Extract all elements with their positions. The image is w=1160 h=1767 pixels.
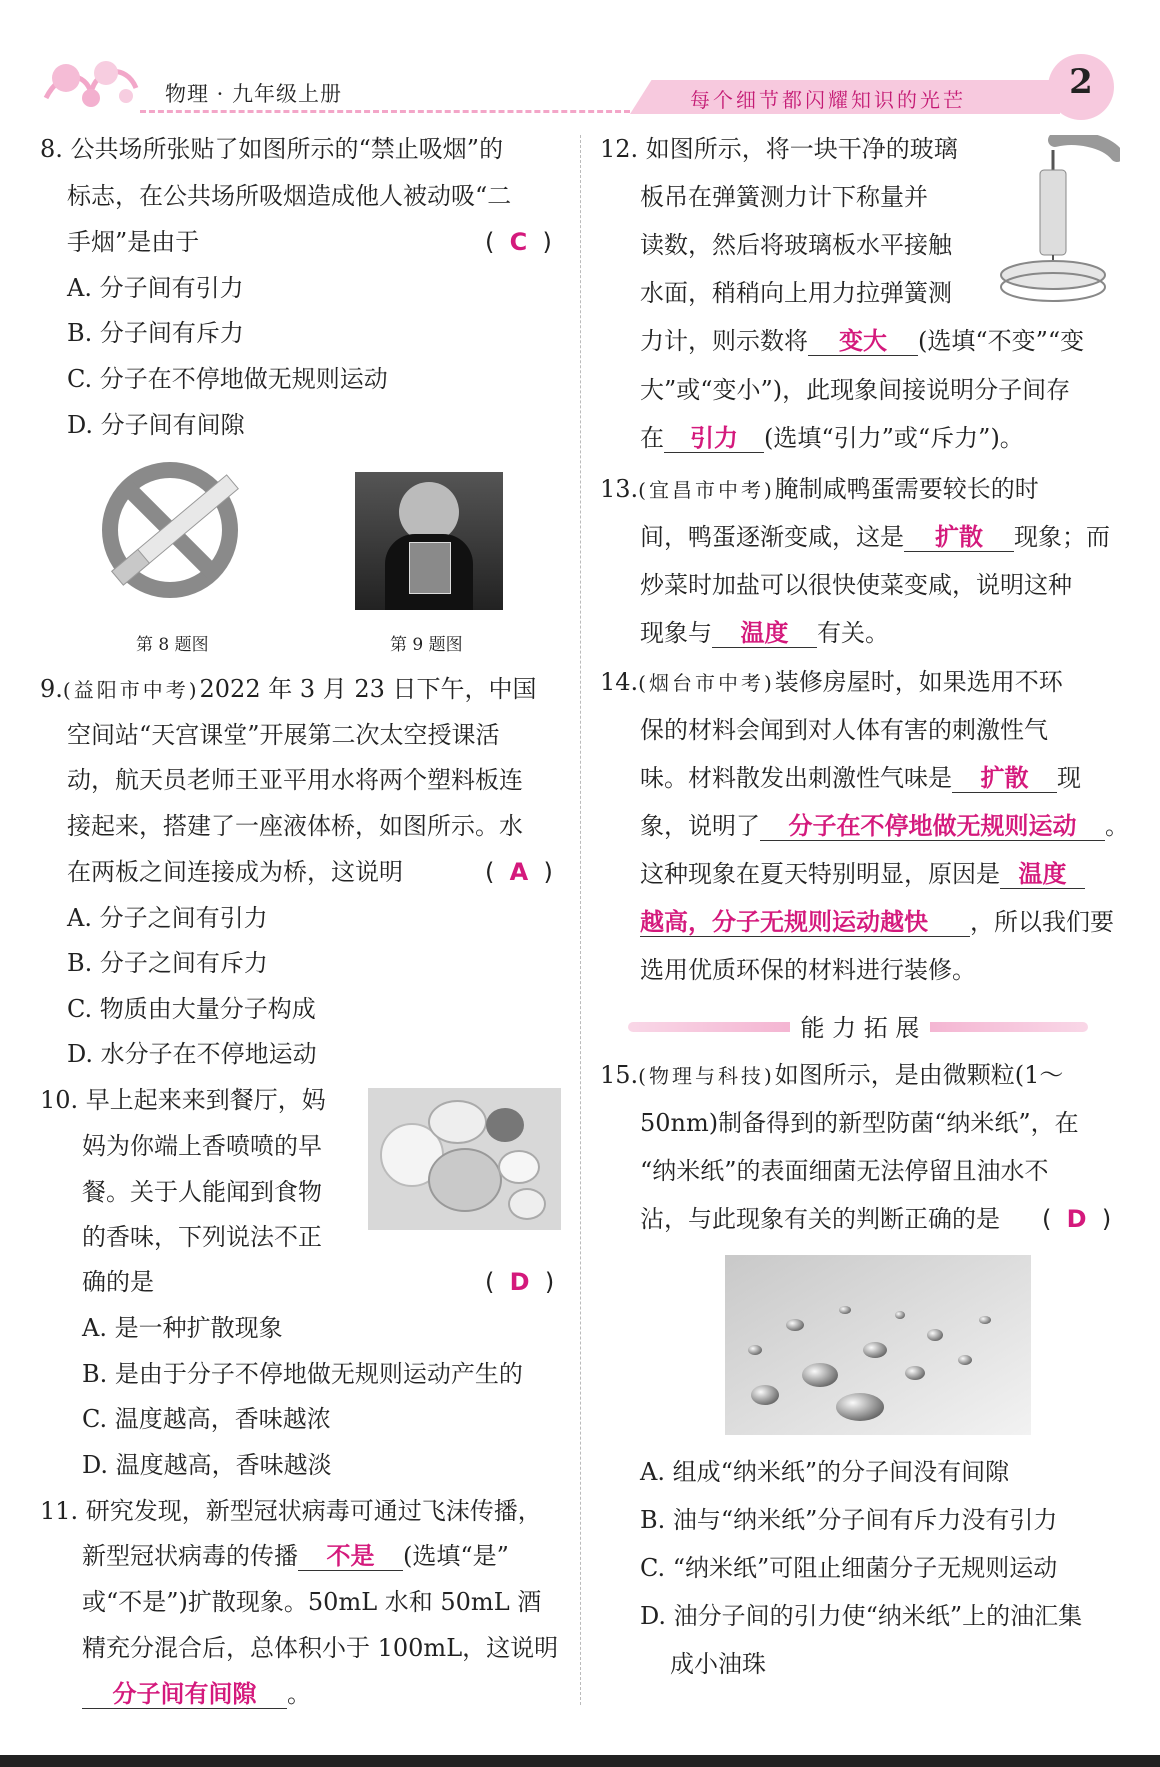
q14-line-5	[640, 859, 1085, 889]
q8-option-a: A. 分子间有引力	[67, 274, 244, 302]
q12-line-7-pre: 在	[640, 424, 664, 452]
q12-line-7-post: (选填“引力”或“斥力”)。	[764, 424, 1024, 452]
q14-blank-3a: 温度	[1000, 860, 1085, 889]
q11-line-2-post: (选填“是”	[403, 1542, 509, 1570]
q15-line-1-text: 如图所示，是由微颗粒(1～	[774, 1061, 1064, 1089]
q15-option-d: D. 油分子间的引力使“纳米纸”上的油汇集	[640, 1602, 1083, 1630]
space-lecture-photo	[355, 472, 503, 610]
q15-option-b: B. 油与“纳米纸”分子间有斥力没有引力	[640, 1506, 1058, 1534]
q8-line-3: 手烟”是由于	[67, 228, 200, 256]
q15-source: (物理与科技)	[638, 1064, 775, 1088]
q13-number: 13.	[600, 475, 639, 503]
q11-line-5-post: 。	[287, 1680, 311, 1708]
slogan-text: 每个细节都闪耀知识的光芒	[690, 88, 966, 112]
q14-blank-3b: 越高，分子无规则运动越快	[640, 908, 970, 937]
q8-line-2: 标志，在公共场所吸烟造成他人被动吸“二	[67, 182, 512, 210]
q12-blank-1: 变大	[808, 327, 918, 356]
q15-number: 15.	[600, 1061, 639, 1089]
q9-option-d: D. 水分子在不停地运动	[67, 1040, 317, 1068]
q11-line-2-pre: 新型冠状病毒的传播	[82, 1542, 298, 1570]
header-dashed-rule	[140, 110, 630, 113]
q9-line-1-text: 2022 年 3 月 23 日下午，中国	[199, 675, 537, 703]
q9-option-c: C. 物质由大量分子构成	[67, 995, 316, 1023]
q9-line-2: 空间站“天宫课堂”开展第二次太空授课活	[67, 721, 500, 749]
q9-option-a: A. 分子之间有引力	[67, 904, 268, 932]
q10-option-d: D. 温度越高，香味越淡	[82, 1451, 332, 1479]
header	[0, 40, 1160, 120]
subject-title: 物理 · 九年级上册	[165, 82, 343, 106]
q13-line-1	[600, 474, 1039, 505]
q13-line-4	[640, 618, 889, 648]
q10-option-b: B. 是由于分子不停地做无规则运动产生的	[82, 1360, 523, 1388]
q13-line-2-pre: 间，鸭蛋逐渐变咸，这是	[640, 523, 904, 551]
q11-line-3: 或“不是”)扩散现象。50mL 水和 50mL 酒	[82, 1588, 542, 1616]
q10-line-2: 妈为你端上香喷喷的早	[82, 1132, 322, 1160]
nanopaper-droplets-photo	[725, 1255, 1031, 1435]
breakfast-photo	[368, 1088, 561, 1230]
q11-line-2	[82, 1541, 509, 1571]
q14-line-7: 选用优质环保的材料进行装修。	[640, 956, 976, 984]
q14-line-6-post: ，所以我们要	[970, 908, 1114, 936]
q13-line-4-pre: 现象与	[640, 619, 712, 647]
q15-answer: D	[1066, 1205, 1087, 1233]
floral-ornament-icon	[36, 48, 146, 118]
q12-line-5	[640, 326, 1084, 356]
q14-line-3	[640, 763, 1081, 793]
q12-line-4: 水面，稍稍向上用力拉弹簧测	[640, 279, 952, 307]
q12-line-6: 大”或“变小”)，此现象间接说明分子间存	[640, 376, 1071, 404]
q13-source: (宜昌市中考)	[638, 478, 775, 502]
q14-line-4-pre: 象，说明了	[640, 812, 760, 840]
column-divider	[580, 135, 581, 1705]
q9-line-5: 在两板之间连接成为桥，这说明	[67, 858, 403, 886]
q15-line-2: 50nm)制备得到的新型防菌“纳米纸”，在	[640, 1109, 1079, 1137]
q10-line-1: 10. 早上起来来到餐厅，妈	[40, 1086, 326, 1114]
q15-option-a: A. 组成“纳米纸”的分子间没有间隙	[640, 1458, 1010, 1486]
q15-answer-bracket: ( D )	[1042, 1205, 1112, 1233]
q11-line-4: 精充分混合后，总体积小于 100mL，这说明	[82, 1634, 559, 1662]
q9-source: (益阳市中考)	[62, 678, 200, 702]
bottom-bar	[0, 1755, 1160, 1767]
q15-line-1	[600, 1060, 1063, 1091]
q13-line-4-post: 有关。	[817, 619, 889, 647]
q14-line-4	[640, 811, 1129, 841]
q12-line-2: 板吊在弹簧测力计下称量并	[640, 183, 928, 211]
q8-line-1: 8. 公共场所张贴了如图所示的“禁止吸烟”的	[40, 135, 504, 163]
q14-line-6	[640, 907, 1114, 937]
q15-line-3: “纳米纸”的表面细菌无法停留且油水不	[640, 1157, 1049, 1185]
q8-option-d: D. 分子间有间隙	[67, 411, 245, 439]
q12-line-3: 读数，然后将玻璃板水平接触	[640, 231, 952, 259]
q14-line-1	[600, 667, 1063, 698]
q14-line-5-pre: 这种现象在夏天特别明显，原因是	[640, 860, 1000, 888]
q14-blank-2: 分子在不停地做无规则运动	[760, 812, 1105, 841]
q13-line-2	[640, 522, 1110, 552]
q11-line-1: 11. 研究发现，新型冠状病毒可通过飞沫传播，	[40, 1497, 542, 1525]
q10-option-a: A. 是一种扩散现象	[82, 1314, 283, 1342]
q14-line-3-pre: 味。材料散发出刺激性气味是	[640, 764, 952, 792]
q8-answer-bracket: ( C )	[485, 228, 552, 256]
q9-line-3: 动，航天员老师王亚平用水将两个塑料板连	[67, 766, 523, 794]
q12-blank-2: 引力	[664, 424, 764, 453]
q12-line-1: 12. 如图所示，将一块干净的玻璃	[600, 135, 958, 163]
q10-line-3: 餐。关于人能闻到食物	[82, 1178, 322, 1206]
q12-line-7	[640, 423, 1024, 453]
q13-blank-1: 扩散	[904, 523, 1014, 552]
q11-blank-1: 不是	[298, 1542, 403, 1571]
q10-line-4: 的香味，下列说法不正	[82, 1223, 322, 1251]
q9-figure-caption: 第 9 题图	[390, 635, 463, 655]
q9-answer: A	[509, 858, 529, 886]
page-number: 2	[1069, 62, 1093, 102]
q12-line-5-pre: 力计，则示数将	[640, 327, 808, 355]
q14-line-4-post: 。	[1105, 812, 1129, 840]
q9-line-1	[40, 674, 537, 705]
q9-answer-bracket: ( A )	[485, 858, 553, 886]
q10-option-c: C. 温度越高，香味越浓	[82, 1405, 331, 1433]
q14-number: 14.	[600, 668, 639, 696]
q10-answer: D	[509, 1268, 530, 1296]
no-smoking-sign-image	[95, 455, 255, 605]
q9-option-b: B. 分子之间有斥力	[67, 949, 268, 977]
q13-line-1-text: 腌制咸鸭蛋需要较长的时	[774, 475, 1039, 503]
q8-option-c: C. 分子在不停地做无规则运动	[67, 365, 388, 393]
q10-line-5: 确的是	[82, 1268, 154, 1296]
q8-answer: C	[509, 228, 528, 256]
q11-blank-2: 分子间有间隙	[82, 1680, 287, 1709]
q14-source: (烟台市中考)	[638, 671, 775, 695]
q14-line-2: 保的材料会闻到对人体有害的刺激性气	[640, 716, 1048, 744]
q13-line-2-post: 现象；而	[1014, 523, 1110, 551]
q15-line-4: 沾，与此现象有关的判断正确的是	[640, 1205, 1000, 1233]
q8-figure-caption: 第 8 题图	[136, 635, 209, 655]
q9-number: 9.	[40, 675, 63, 703]
q14-line-3-post: 现	[1057, 764, 1081, 792]
q13-blank-2: 温度	[712, 619, 817, 648]
q10-answer-bracket: ( D )	[485, 1268, 555, 1296]
q15-option-c: C. “纳米纸”可阻止细菌分子无规则运动	[640, 1554, 1058, 1582]
q13-line-3: 炒菜时加盐可以很快使菜变咸，说明这种	[640, 571, 1072, 599]
q9-line-4: 接起来，搭建了一座液体桥，如图所示。水	[67, 812, 523, 840]
q15-option-d-cont: 成小油珠	[670, 1650, 766, 1678]
spring-scale-image	[995, 135, 1120, 305]
q8-option-b: B. 分子间有斥力	[67, 319, 244, 347]
section-title: 能 力 拓 展	[790, 1008, 930, 1043]
q14-line-1-text: 装修房屋时，如果选用不环	[774, 668, 1063, 696]
q11-line-5	[82, 1679, 311, 1709]
q12-line-5-post: (选填“不变”“变	[918, 327, 1085, 355]
q14-blank-1: 扩散	[952, 764, 1057, 793]
